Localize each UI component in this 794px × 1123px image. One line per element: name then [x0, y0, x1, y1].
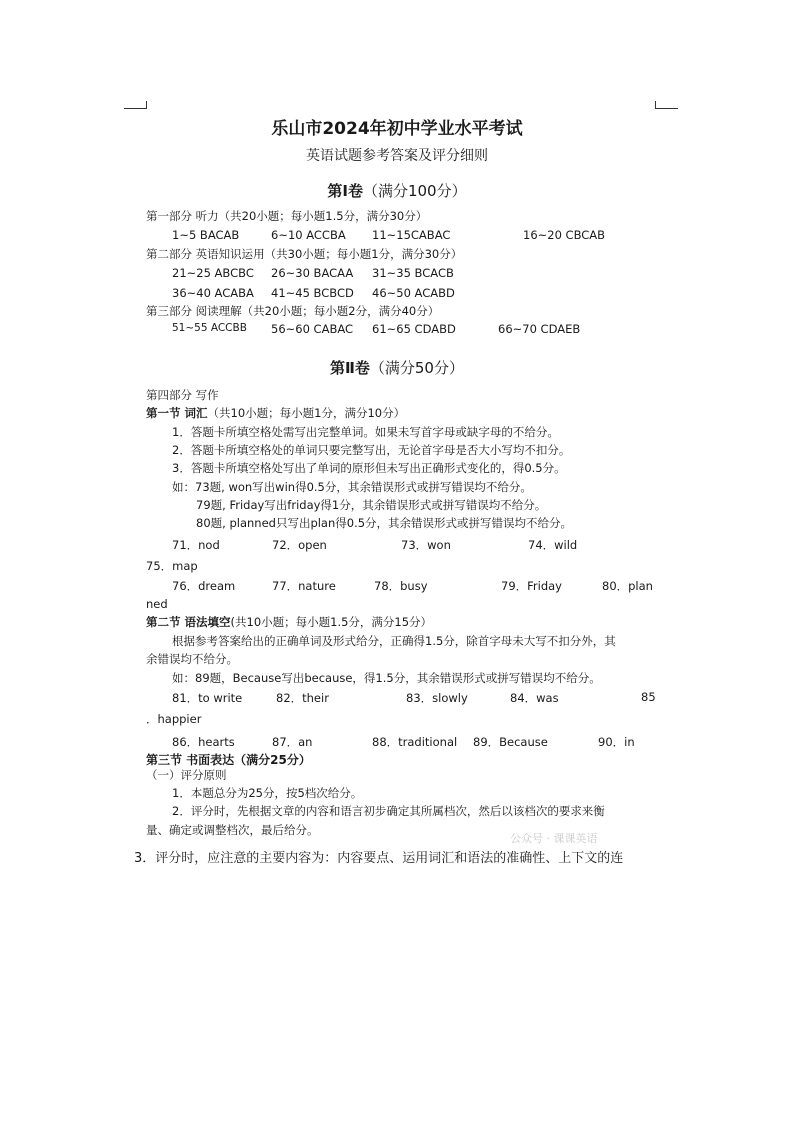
crop-mark-right — [655, 101, 678, 109]
volume-1-score: （满分100分） — [362, 182, 467, 200]
answer-group: 11~15CABAC — [372, 228, 451, 242]
answer-item: 85 — [641, 690, 656, 704]
volume-1-heading — [0, 180, 794, 201]
example-text: 80题, planned只写出plan得0.5分，其余错误形式或拼写错误均不给分。 — [196, 516, 573, 530]
crop-mark-left — [124, 101, 147, 109]
volume-2-heading — [0, 357, 794, 378]
section3-subheading: （一）评分原则 — [146, 768, 227, 782]
answer-item: 83．slowly — [406, 691, 468, 705]
answer-group: 6~10 ACCBA — [271, 228, 346, 242]
answer-item: 78．busy — [374, 579, 428, 593]
answer-item: 75．map — [146, 559, 198, 573]
rule-text: 1．本题总分为25分，按5档次给分。 — [172, 786, 363, 800]
answer-item: 76．dream — [172, 579, 236, 593]
doc-title: 乐山市2024年初中学业水平考试 — [271, 119, 523, 139]
rule-text: 3．答题卡所填空格处写出了单词的原形但未写出正确形式变化的，得0.5分。 — [172, 461, 566, 475]
part3-heading: 第三部分 阅读理解（共20小题；每小题2分，满分40分） — [146, 304, 440, 318]
answer-group: 26~30 BACAA — [271, 266, 354, 280]
answer-group: 31~35 BCACB — [372, 266, 454, 280]
section1-heading-bold: 第一节 词汇 — [146, 406, 208, 420]
answer-item: 79．Friday — [501, 579, 562, 593]
answer-item: 90．in — [598, 735, 635, 749]
answer-item: 88．traditional — [372, 735, 458, 749]
rule-text: 量、确定或调整档次，最后给分。 — [146, 823, 319, 837]
answer-group: 16~20 CBCAB — [523, 228, 606, 242]
example-text: 79题, Friday写出friday得1分，其余错误形式或拼写错误均不给分。 — [196, 498, 547, 512]
answer-item: 77．nature — [272, 579, 336, 593]
part4-heading: 第四部分 写作 — [146, 388, 219, 402]
volume-2-label: 第Ⅱ卷 — [330, 359, 370, 377]
answer-item: 84．was — [510, 691, 559, 705]
rule-text: 3．评分时，应注意的主要内容为：内容要点、运用词汇和语法的准确性、上下文的连 — [134, 851, 624, 866]
answer-item: 80．plan — [602, 579, 653, 593]
answer-group: 1~5 BACAB — [172, 228, 240, 242]
part2-heading: 第二部分 英语知识运用（共30小题；每小题1分，满分30分） — [146, 247, 463, 261]
doc-subtitle: 英语试题参考答案及评分细则 — [306, 148, 488, 164]
rule-text: 余错误均不给分。 — [146, 652, 238, 666]
answer-item-wrap: ned — [146, 597, 168, 611]
answer-group: 21~25 ABCBC — [172, 266, 254, 280]
volume-1-label: 第Ⅰ卷 — [327, 182, 363, 200]
watermark: 公众号 · 课课英语 — [510, 832, 598, 845]
answer-group: 51~55 ACCBB — [172, 322, 247, 334]
section2-heading-note: (共10小题；每小题1.5分，满分15分） — [230, 615, 433, 629]
example-text: 如：73题, won写出win得0.5分，其余错误形式或拼写错误均不给分。 — [172, 480, 532, 494]
section3-heading: 第三节 书面表达（满分25分） — [146, 753, 311, 767]
rule-text: 根据参考答案给出的正确单词及形式给分，正确得1.5分，除首字母未大写不扣分外，其 — [172, 634, 616, 648]
answer-item: 82．their — [276, 691, 329, 705]
answer-group: 36~40 ACABA — [172, 286, 254, 300]
answer-item: 72．open — [272, 538, 327, 552]
answer-group: 41~45 BCBCD — [271, 286, 354, 300]
part1-heading: 第一部分 听力（共20小题；每小题1.5分，满分30分） — [146, 209, 428, 223]
rule-text: 2．答题卡所填空格处的单词只要完整写出，无论首字母是否大小写均不扣分。 — [172, 443, 571, 457]
answer-group: 56~60 CABAC — [271, 322, 354, 336]
answer-group: 61~65 CDABD — [372, 322, 456, 336]
answer-group: 46~50 ACABD — [372, 286, 455, 300]
example-text: 如：89题，Because写出because，得1.5分，其余错误形式或拼写错误均不给分。 — [172, 671, 601, 685]
answer-item: 71．nod — [172, 538, 220, 552]
section1-heading — [146, 405, 405, 421]
answer-item: 81．to write — [172, 691, 243, 705]
rule-text: 2．评分时，先根据文章的内容和语言初步确定其所属档次，然后以该档次的要求来衡 — [172, 804, 605, 818]
section1-heading-note: （共10小题；每小题1分，满分10分） — [207, 406, 406, 420]
answer-item: 87．an — [272, 735, 313, 749]
volume-2-score: （满分50分） — [369, 359, 464, 377]
answer-item: 74．wild — [528, 538, 578, 552]
answer-item: 73．won — [401, 538, 451, 552]
rule-text: 1．答题卡所填空格处需写出完整单词。如果未写首字母或缺字母的不给分。 — [172, 425, 559, 439]
answer-item: 86．hearts — [172, 735, 235, 749]
answer-item-wrap: ．happier — [146, 712, 202, 726]
answer-item: 89．Because — [473, 735, 548, 749]
answer-group: 66~70 CDAEB — [498, 322, 581, 336]
section2-heading — [146, 614, 432, 630]
section2-heading-bold: 第二节 语法填空 — [146, 615, 231, 629]
